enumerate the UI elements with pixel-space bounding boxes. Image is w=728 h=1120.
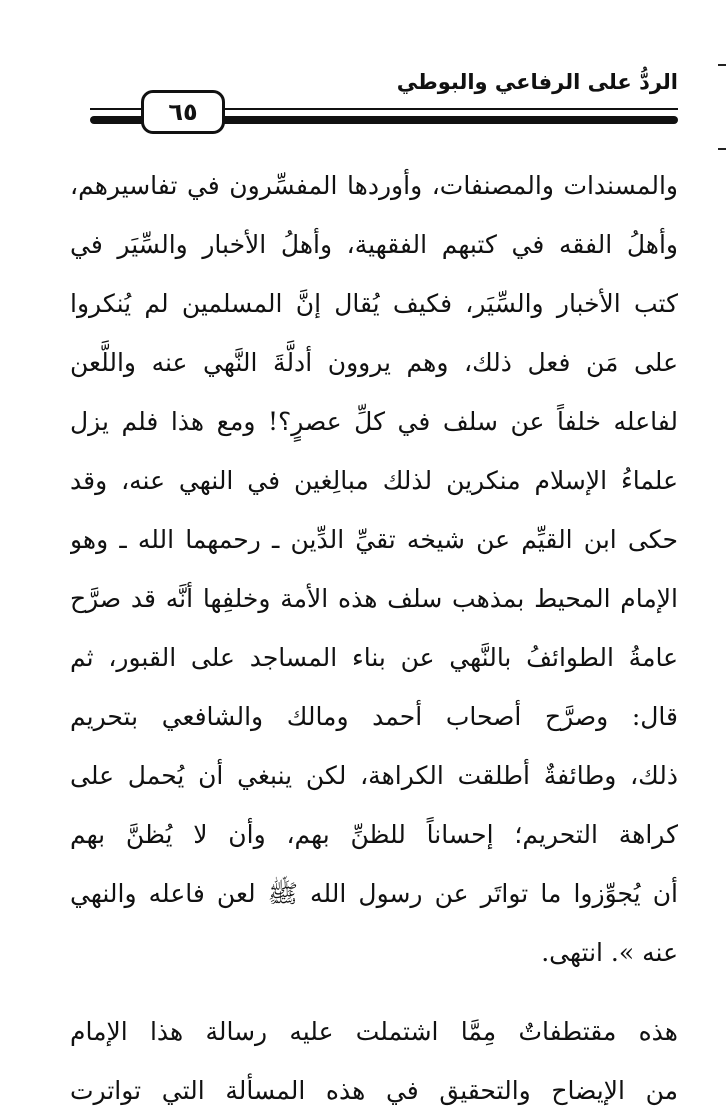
text-line: كراهة التحريم؛ إحساناً للظنِّ بهم، وأن لا يُظنَّ بهم (70, 820, 678, 849)
text-line: هذه مقتطفاتٌ مِمَّا اشتملت عليه رسالة هذا الإمام (70, 1017, 678, 1046)
text-line: على مَن فعل ذلك، وهم يروون أدلَّةَ النَّهي عنه واللَّعن (70, 348, 678, 377)
body-text (70, 156, 678, 1120)
text-line: لفاعله خلفاً عن سلف في كلِّ عصرٍ؟! ومع هذا فلم يزل (70, 407, 678, 436)
text-line: عامةُ الطوائفُ بالنَّهي عن بناء المساجد على القبور، ثم (70, 643, 678, 672)
paragraph-gap (70, 982, 678, 1002)
text-line: ذلك، وطائفةٌ أطلقت الكراهة، لكن ينبغي أن يُحمل على (70, 761, 678, 790)
running-title: الردُّ على الرفاعي والبوطي (396, 70, 678, 94)
text-line: والمسندات والمصنفات، وأوردها المفسِّرون في تفاسيرهم، (70, 171, 678, 200)
text-line: كتب الأخبار والسِّيَر، فكيف يُقال إنَّ المسلمين لم يُنكروا (70, 289, 678, 318)
page-number: ٦٥ (141, 90, 225, 134)
page-edge-mark (718, 148, 726, 150)
text-line: من الإيضاح والتحقيق في هذه المسألة التي تواترت (70, 1076, 678, 1105)
text-line: علماءُ الإسلام منكرين لذلك مبالِغين في النهي عنه، وقد (70, 466, 678, 495)
text-line: وأهلُ الفقه في كتبهم الفقهية، وأهلُ الأخبار والسِّيَر في (70, 230, 678, 259)
text-line: قال: وصرَّح أصحاب أحمد ومالك والشافعي بتحريم (70, 702, 678, 731)
text-line: أن يُجوِّزوا ما تواتَر عن رسول الله ﷺ لعن فاعله والنهي (70, 879, 678, 908)
text-line: الإمام المحيط بمذهب سلف هذه الأمة وخلفِها أنَّه قد صرَّح (70, 584, 678, 613)
text-line: عنه ». انتهى. (541, 938, 678, 967)
text-line: حكى ابن القيِّم عن شيخه تقيِّ الدِّين ـ رحمهما الله ـ وهو (70, 525, 678, 554)
page-edge-mark (718, 64, 726, 66)
